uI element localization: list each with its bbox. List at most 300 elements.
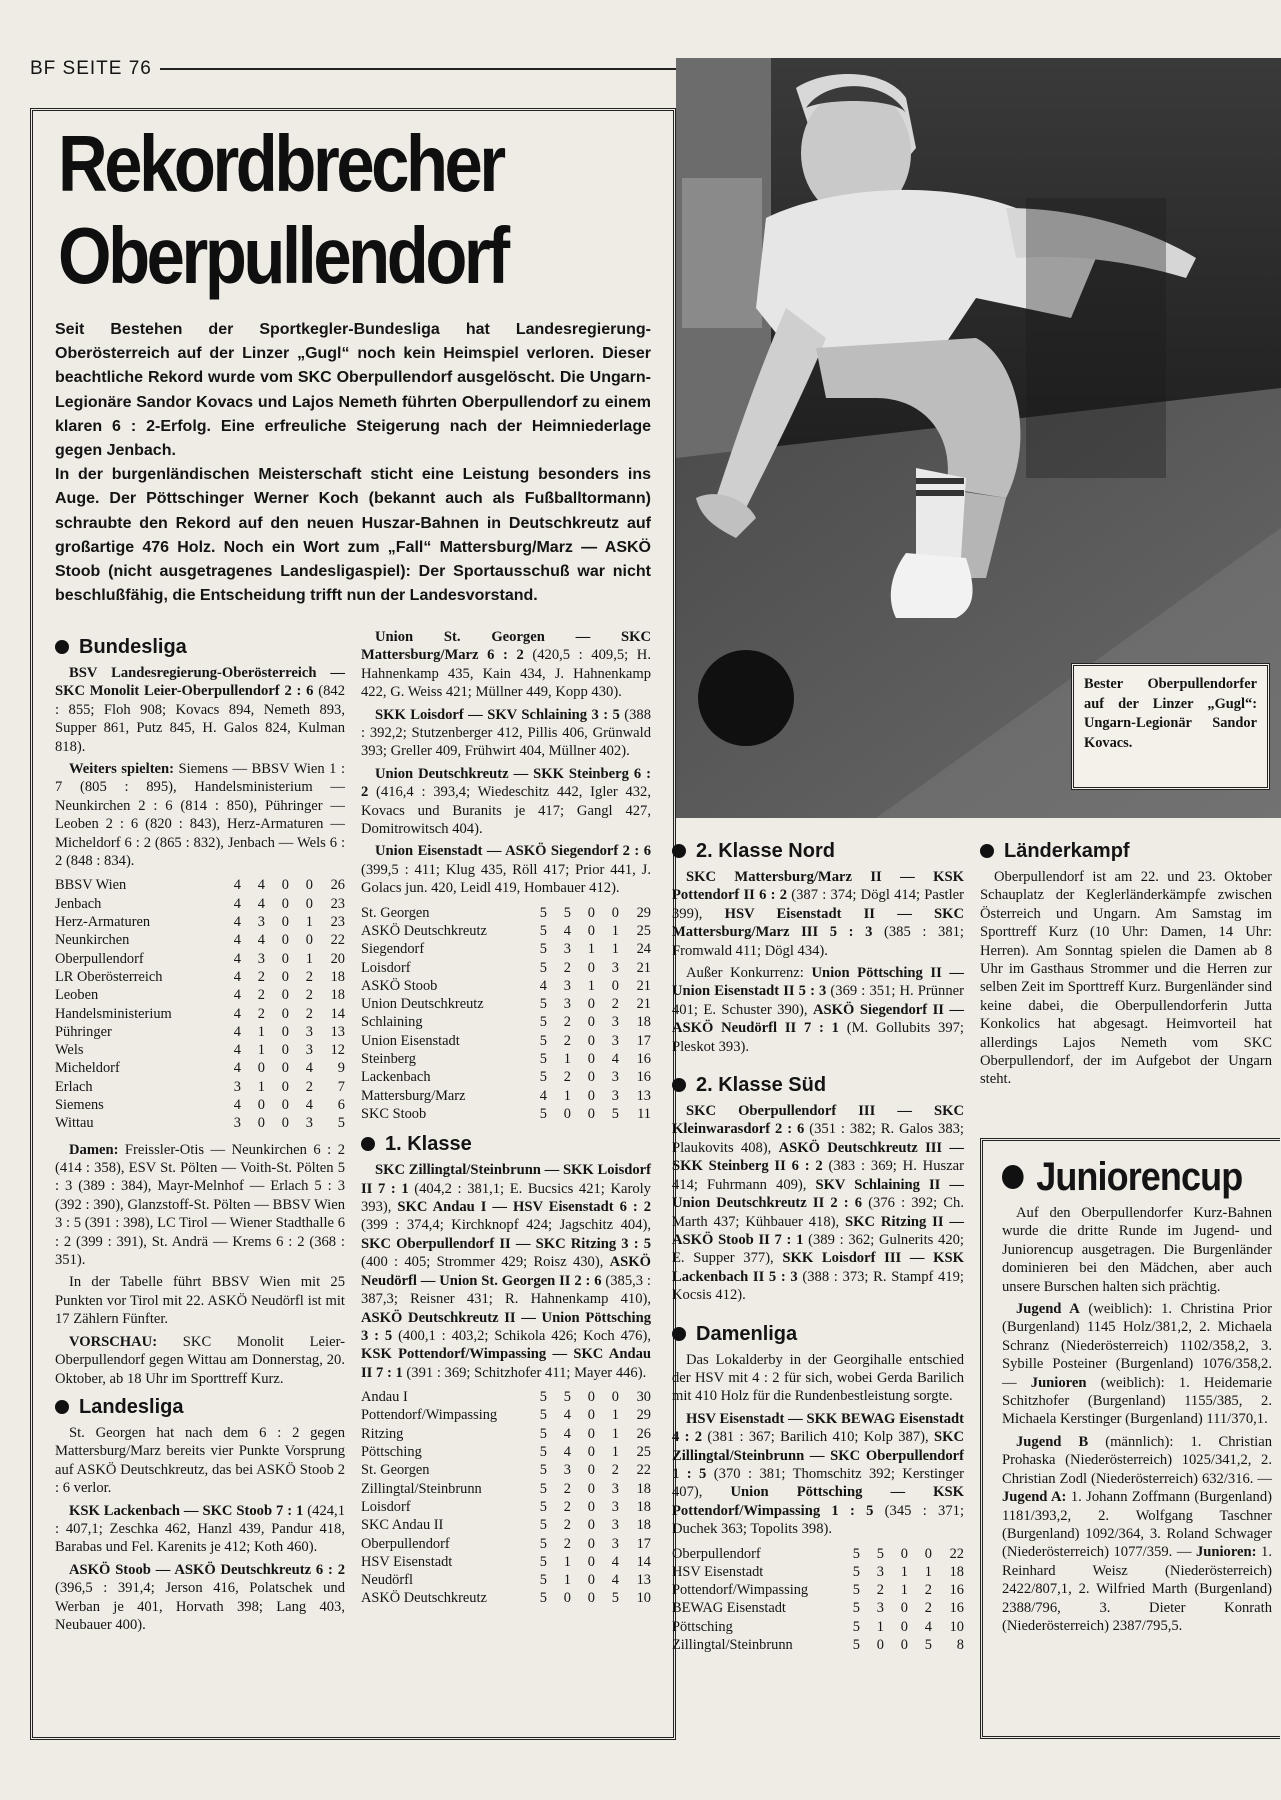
- stat: 0: [305, 895, 313, 912]
- stat: 3: [876, 1600, 884, 1617]
- points: 16: [949, 1582, 964, 1599]
- table-row: [361, 1480, 651, 1498]
- stat: 0: [281, 1005, 289, 1022]
- team-name: Zillingtal/Steinbrunn: [672, 1637, 793, 1654]
- photo-caption: Bester Oberpullendorfer auf der Linzer „Gugl“: Ungarn-Legionär Sandor Kovacs.: [1071, 663, 1270, 790]
- stat: 4: [233, 1060, 241, 1077]
- stat: 3: [257, 950, 265, 967]
- stat: 0: [563, 1590, 571, 1607]
- team-name: Lackenbach: [361, 1069, 431, 1086]
- bullet-icon: [55, 640, 69, 654]
- stat: 4: [233, 932, 241, 949]
- stat: 1: [611, 941, 619, 958]
- table-row: [361, 940, 651, 958]
- stat: 2: [257, 968, 265, 985]
- team-name: ASKÖ Deutschkreutz: [361, 922, 487, 939]
- stat: 0: [257, 1060, 265, 1077]
- stat: 0: [587, 1572, 595, 1589]
- stat: 5: [539, 1069, 547, 1086]
- bullet-icon: [361, 1137, 375, 1151]
- stat: 2: [257, 1005, 265, 1022]
- stat: 0: [587, 1032, 595, 1049]
- points: 9: [337, 1060, 345, 1077]
- paragraph: In der Tabelle führt BBSV Wien mit 25 Punkten vor Tirol mit 22. ASKÖ Neudörfl ist mit 17 Zählern Fünfter.: [55, 1274, 345, 1328]
- column-3: [672, 832, 964, 1662]
- stat: 0: [281, 968, 289, 985]
- stat: 1: [611, 1444, 619, 1461]
- team-name: Siemens: [55, 1097, 104, 1114]
- stat: 0: [281, 1115, 289, 1132]
- stat: 3: [611, 1014, 619, 1031]
- stat: 0: [611, 904, 619, 921]
- team-name: Siegendorf: [361, 941, 425, 958]
- stat: 5: [563, 904, 571, 921]
- points: 14: [330, 1005, 345, 1022]
- table-row: [361, 904, 651, 922]
- stat: 4: [611, 1051, 619, 1068]
- stat: 0: [587, 1014, 595, 1031]
- stat: 2: [563, 1517, 571, 1534]
- paragraph: Union Eisenstadt — ASKÖ Siegendorf 2 : 6 (399,5 : 411; Klug 435, Röll 417; Prior 441, J. Golacs jun. 420, Leidl 419, Hombauer 412).: [361, 843, 651, 897]
- stat: 0: [281, 1023, 289, 1040]
- headline-line-1: Rekordbrecher: [58, 119, 503, 208]
- paragraph: SKC Mattersburg/Marz II — KSK Pottendorf II 6 : 2 (387 : 374; Dögl 414; Pastler 399), HSV Eisenstadt II — SKC Mattersburg/Marz III 5 : 3 (385 : 381; Fromwald 411; Dögl 434).: [672, 869, 964, 959]
- stat: 5: [563, 1389, 571, 1406]
- stat: 0: [587, 1498, 595, 1515]
- stat: 2: [563, 1535, 571, 1552]
- table-row: [361, 1388, 651, 1406]
- paragraph: Oberpullendorf ist am 22. und 23. Oktober Schauplatz der Keglerländerkämpfe zwischen Österreich und Ungarn. Am Samstag im Sporttreff Kurz (10 Uhr: Damen, 14 Uhr: Herren). Am Sonntag spielen die Damen ab 8 Uhr im Gasthaus Strommer und die Herren zur selben Zeit im Sporttreff Kurz. Burgenländer sind keine dabei, die Oberpullendorferin Jutta Konkolics hat abgesagt. Heimvorteil hat allerdings Lajos Nemeth vom SKC Oberpullendorf, der im Aufgebot der Ungarn steht.: [980, 869, 1272, 1088]
- stat: 0: [587, 1051, 595, 1068]
- table-row: [361, 1406, 651, 1424]
- stat: 4: [233, 968, 241, 985]
- points: 18: [636, 1480, 651, 1497]
- page-header: [30, 56, 680, 82]
- points: 18: [949, 1563, 964, 1580]
- stat: 1: [563, 1087, 571, 1104]
- points: 13: [330, 1023, 345, 1040]
- points: 12: [330, 1042, 345, 1059]
- team-name: Andau I: [361, 1389, 408, 1406]
- team-name: Pottendorf/Wimpassing: [672, 1582, 809, 1599]
- points: 18: [636, 1498, 651, 1515]
- table-row: [361, 1553, 651, 1571]
- stat: 5: [539, 959, 547, 976]
- points: 18: [636, 1517, 651, 1534]
- stat: 1: [876, 1618, 884, 1635]
- stat: 0: [900, 1545, 908, 1562]
- stat: 2: [563, 1014, 571, 1031]
- stat: 2: [563, 1480, 571, 1497]
- paragraph: Jugend A (weiblich): 1. Christina Prior (Burgenland) 1145 Holz/381,2, 2. Michaela Schranz (Niederösterreich) 1102/358,2, 3. Sybille Posteiner (Burgenland) 1076/358,2. — Junioren (weiblich): 1. Heidemarie Schitzhofer (Burgenland) 1155/385, 2. Michaela Kerstinger (Burgenland) 111/370,1.: [1002, 1301, 1272, 1428]
- stat: 4: [257, 932, 265, 949]
- stat: 4: [233, 1042, 241, 1059]
- stat: 4: [563, 1407, 571, 1424]
- stat: 0: [587, 1389, 595, 1406]
- stat: 1: [611, 922, 619, 939]
- team-name: Steinberg: [361, 1051, 416, 1068]
- stat: 0: [281, 950, 289, 967]
- team-name: St. Georgen: [361, 904, 430, 921]
- stat: 0: [281, 987, 289, 1004]
- stat: 1: [924, 1563, 932, 1580]
- stat: 2: [563, 959, 571, 976]
- stat: 5: [539, 1444, 547, 1461]
- points: 10: [636, 1590, 651, 1607]
- bullet-icon: [672, 844, 686, 858]
- lead-paragraph-2: In der burgenländischen Meisterschaft sticht eine Leistung besonders ins Auge. Der Pöttschinger Werner Koch (bekannt auch als Fußballtormann) schraubte den Rekord auf den neuen Huszar-Bahnen in Deutschkreutz auf großartige 476 Holz. Noch ein Wort zum „Fall“ Mattersburg/Marz — ASKÖ Stoob (nicht ausgetragenes Landesligaspiel): Der Sportausschuß war nicht beschlußfähig, die Entscheidung trifft nun der Landesvorstand.: [55, 466, 651, 605]
- team-name: Herz-Armaturen: [55, 914, 151, 931]
- points: 17: [636, 1535, 651, 1552]
- stat: 0: [281, 1060, 289, 1077]
- stat: 0: [281, 1097, 289, 1114]
- stat: 2: [563, 1032, 571, 1049]
- paragraph: SKC Zillingtal/Steinbrunn — SKK Loisdorf II 7 : 1 (404,2 : 381,1; E. Bucsics 421; Karoly 393), SKC Andau I — HSV Eisenstadt 6 : 2 (399 : 374,4; Kirchknopf 424; Jagschitz 404), SKC Oberpullendorf II — SKC Ritzing 3 : 5 (400 : 405; Strommer 429; Roisz 430), ASKÖ Neudörfl — Union St. Georgen II 2 : 6 (385,3 : 387,3; Reisner 431; R. Hahnenkamp 410), ASKÖ Deutschkreutz II — Union Pöttsching 3 : 5 (400,1 : 403,2; Schikola 426; Koch 476), KSK Pottendorf/Wimpassing — SKC Andau II 7 : 1 (391 : 369; Schitzhofer 411; Mayer 446).: [361, 1162, 651, 1381]
- paragraph: SKK Loisdorf — SKV Schlaining 3 : 5 (388 : 392,2; Stutzenberger 412, Pillis 406, Grünwald 393; Greller 409, Frühwirt 404, Müllner 402).: [361, 706, 651, 760]
- team-name: SKC Andau II: [361, 1517, 444, 1534]
- table-row: [55, 1041, 345, 1059]
- stat: 3: [563, 1462, 571, 1479]
- stat: 5: [539, 1032, 547, 1049]
- table-row: [672, 1563, 964, 1581]
- team-name: Zillingtal/Steinbrunn: [361, 1480, 482, 1497]
- table-row: [361, 1105, 651, 1123]
- table-row: [55, 895, 345, 913]
- stat: 5: [539, 922, 547, 939]
- stat: 1: [611, 1407, 619, 1424]
- stat: 0: [563, 1105, 571, 1122]
- points: 26: [330, 877, 345, 894]
- stat: 0: [305, 932, 313, 949]
- paragraph: Weiters spielten: Siemens — BBSV Wien 1 : 7 (805 : 895), Handelsministerium — Neunkirchen 2 : 6 (814 : 850), Pühringer — Leoben 2 : 6 (820 : 843), Herz-Armaturen — Micheldorf 6 : 2 (865 : 832), Jenbach — Wels 6 : 2 (848 : 834).: [55, 761, 345, 870]
- points: 21: [636, 996, 651, 1013]
- stat: 2: [924, 1600, 932, 1617]
- stat: 1: [587, 977, 595, 994]
- standings-table-landesliga: [361, 904, 651, 1124]
- points: 25: [636, 922, 651, 939]
- stat: 3: [305, 1115, 313, 1132]
- points: 26: [636, 1425, 651, 1442]
- points: 6: [337, 1097, 345, 1114]
- stat: 5: [539, 1535, 547, 1552]
- stat: 3: [305, 1042, 313, 1059]
- stat: 5: [852, 1545, 860, 1562]
- stat: 1: [900, 1582, 908, 1599]
- stat: 0: [587, 1553, 595, 1570]
- table-row: [55, 986, 345, 1004]
- stat: 5: [539, 996, 547, 1013]
- team-name: LR Oberösterreich: [55, 968, 163, 985]
- stat: 3: [611, 1517, 619, 1534]
- table-row: [361, 922, 651, 940]
- stat: 2: [305, 1005, 313, 1022]
- team-name: ASKÖ Stoob: [361, 977, 438, 994]
- team-name: Pöttsching: [361, 1444, 422, 1461]
- table-row: [55, 931, 345, 949]
- stat: 0: [281, 914, 289, 931]
- points: 25: [636, 1444, 651, 1461]
- column-2: [361, 628, 651, 1616]
- table-row: [55, 968, 345, 986]
- table-row: [361, 1461, 651, 1479]
- page-label: BF SEITE 76: [30, 58, 152, 79]
- stat: 5: [539, 1051, 547, 1068]
- table-row: [672, 1545, 964, 1563]
- section-heading-laenderkampf: Länderkampf: [980, 838, 1272, 864]
- section-heading-1-klasse: 1. Klasse: [361, 1131, 651, 1157]
- table-row: [672, 1618, 964, 1636]
- points: 20: [330, 950, 345, 967]
- section-heading-bundesliga: Bundesliga: [55, 634, 345, 660]
- stat: 5: [611, 1590, 619, 1607]
- bullet-icon: [672, 1078, 686, 1092]
- stat: 0: [587, 1480, 595, 1497]
- table-row: [361, 1498, 651, 1516]
- juniorencup-title: Juniorencup: [1002, 1154, 1245, 1200]
- team-name: Pühringer: [55, 1023, 112, 1040]
- lead-paragraph-1: Seit Bestehen der Sportkegler-Bundesliga hat Landesregierung-Oberösterreich auf der Linzer „Gugl“ noch kein Heimspiel verloren. Dieser beachtliche Rekord wurde vom SKC Oberpullendorf ausgelöscht. Die Ungarn-Legionäre Sandor Kovacs und Lajos Nemeth führten Oberpullendorf zu einem klaren 6 : 2-Erfolg. Eine erfreuliche Steigerung nach der Heimniederlage gegen Jenbach.: [55, 321, 651, 460]
- stat: 2: [305, 968, 313, 985]
- stat: 5: [539, 904, 547, 921]
- team-name: Erlach: [55, 1078, 93, 1095]
- stat: 4: [539, 1087, 547, 1104]
- table-row: [672, 1581, 964, 1599]
- stat: 2: [257, 987, 265, 1004]
- stat: 0: [587, 1462, 595, 1479]
- stat: 4: [924, 1618, 932, 1635]
- stat: 5: [611, 1105, 619, 1122]
- team-name: Union Deutschkreutz: [361, 996, 484, 1013]
- stat: 4: [305, 1060, 313, 1077]
- team-name: Oberpullendorf: [361, 1535, 450, 1552]
- paragraph: VORSCHAU: SKC Monolit Leier-Oberpullendorf gegen Wittau am Donnerstag, 20. Oktober, ab 18 Uhr im Sporttreff Kurz.: [55, 1333, 345, 1387]
- team-name: Pottendorf/Wimpassing: [361, 1407, 498, 1424]
- stat: 5: [539, 941, 547, 958]
- stat: 0: [876, 1637, 884, 1654]
- stat: 3: [305, 1023, 313, 1040]
- table-row: [361, 1425, 651, 1443]
- standings-table-damenliga: [672, 1545, 964, 1655]
- points: 22: [949, 1545, 964, 1562]
- stat: 4: [233, 1097, 241, 1114]
- stat: 3: [563, 977, 571, 994]
- stat: 5: [539, 1480, 547, 1497]
- stat: 1: [257, 1078, 265, 1095]
- section-heading-2-klasse-nord: 2. Klasse Nord: [672, 838, 964, 864]
- stat: 2: [611, 996, 619, 1013]
- paragraph: St. Georgen hat nach dem 6 : 2 gegen Mattersburg/Marz bereits vier Punkte Vorsprung auf ASKÖ Deutschkreutz, das bei ASKÖ Stoob 2 : 6 verlor.: [55, 1424, 345, 1497]
- stat: 3: [611, 1087, 619, 1104]
- points: 18: [330, 987, 345, 1004]
- table-row: [55, 1059, 345, 1077]
- stat: 0: [587, 1444, 595, 1461]
- stat: 1: [611, 1425, 619, 1442]
- team-name: Jenbach: [55, 895, 102, 912]
- stat: 3: [611, 1032, 619, 1049]
- team-name: Wels: [55, 1042, 84, 1059]
- stat: 0: [281, 895, 289, 912]
- stat: 2: [876, 1582, 884, 1599]
- table-row: [361, 1050, 651, 1068]
- points: 29: [636, 1407, 651, 1424]
- bullet-icon: [672, 1327, 686, 1341]
- team-name: BBSV Wien: [55, 877, 127, 894]
- team-name: Loisdorf: [361, 959, 411, 976]
- paragraph: Union Deutschkreutz — SKK Steinberg 6 : 2 (416,4 : 393,4; Wiedeschitz 442, Igler 432, Kovacs und Buranits je 417; Gangl 427, Domitrowitsch 404).: [361, 765, 651, 838]
- stat: 0: [611, 977, 619, 994]
- table-row: [55, 1078, 345, 1096]
- stat: 5: [539, 1572, 547, 1589]
- paragraph: Das Lokalderby in der Georgihalle entschied der HSV mit 4 : 2 für sich, wobei Gerda Barilich mit 410 Holz für die Rundenbestleistung sorgte.: [672, 1351, 964, 1405]
- points: 23: [330, 895, 345, 912]
- team-name: Neudörfl: [361, 1572, 413, 1589]
- headline: [58, 118, 574, 302]
- points: 18: [330, 968, 345, 985]
- column-1: [55, 628, 345, 1638]
- points: 22: [330, 932, 345, 949]
- stat: 3: [611, 1535, 619, 1552]
- column-4: [980, 832, 1272, 1093]
- team-name: Mattersburg/Marz: [361, 1087, 466, 1104]
- stat: 4: [257, 895, 265, 912]
- points: 5: [337, 1115, 345, 1132]
- stat: 3: [611, 1480, 619, 1497]
- paragraph: KSK Lackenbach — SKC Stoob 7 : 1 (424,1 : 407,1; Zeschka 462, Hanzl 439, Pandur 418, Barabas und Fel. Karenits je 412; Koth 460).: [55, 1502, 345, 1556]
- table-row: [55, 1023, 345, 1041]
- team-name: Neunkirchen: [55, 932, 130, 949]
- stat: 0: [587, 1105, 595, 1122]
- stat: 5: [539, 1407, 547, 1424]
- points: 22: [636, 1462, 651, 1479]
- stat: 4: [233, 877, 241, 894]
- stat: 0: [257, 1115, 265, 1132]
- stat: 3: [563, 941, 571, 958]
- team-name: SKC Stoob: [361, 1105, 427, 1122]
- stat: 0: [281, 1042, 289, 1059]
- stat: 0: [611, 1389, 619, 1406]
- stat: 5: [852, 1582, 860, 1599]
- stat: 0: [587, 1087, 595, 1104]
- team-name: Ritzing: [361, 1425, 404, 1442]
- points: 24: [636, 941, 651, 958]
- stat: 5: [539, 1517, 547, 1534]
- stat: 5: [539, 1425, 547, 1442]
- section-heading-2-klasse-sued: 2. Klasse Süd: [672, 1072, 964, 1098]
- section-heading-damenliga: Damenliga: [672, 1321, 964, 1347]
- table-row: [361, 1032, 651, 1050]
- stat: 4: [563, 1444, 571, 1461]
- team-name: Oberpullendorf: [55, 950, 144, 967]
- stat: 1: [587, 941, 595, 958]
- points: 11: [637, 1105, 651, 1122]
- paragraph: BSV Landesregierung-Oberösterreich — SKC Monolit Leier-Oberpullendorf 2 : 6 (842 : 855; Floh 908; Kovacs 894, Nemeth 893, Supper 861, Putz 845, H. Galos 824, Kulman 818).: [55, 665, 345, 755]
- stat: 3: [876, 1563, 884, 1580]
- stat: 0: [587, 959, 595, 976]
- stat: 1: [305, 914, 313, 931]
- stat: 4: [233, 1023, 241, 1040]
- standings-table-bundesliga: [55, 876, 345, 1132]
- stat: 0: [587, 996, 595, 1013]
- stat: 5: [539, 1462, 547, 1479]
- table-row: [361, 1013, 651, 1031]
- stat: 0: [587, 904, 595, 921]
- stat: 1: [563, 1553, 571, 1570]
- stat: 3: [611, 1498, 619, 1515]
- team-name: Wittau: [55, 1115, 94, 1132]
- bullet-icon: [55, 1400, 69, 1414]
- stat: 0: [587, 1535, 595, 1552]
- paragraph: HSV Eisenstadt — SKK BEWAG Eisenstadt 4 : 2 (381 : 367; Barilich 410; Kolp 387), SKC Zillingtal/Steinbrunn — SKC Oberpullendorf 1 : 5 (370 : 381; Thomschitz 392; Kerstinger 407), Union Pöttsching — KSK Pottendorf/Wimpassing 1 : 5 (345 : 371; Duchek 363; Topolits 398).: [672, 1410, 964, 1538]
- stat: 0: [900, 1618, 908, 1635]
- team-name: HSV Eisenstadt: [361, 1553, 453, 1570]
- points: 14: [636, 1553, 651, 1570]
- stat: 4: [611, 1572, 619, 1589]
- stat: 5: [852, 1563, 860, 1580]
- stat: 4: [305, 1097, 313, 1114]
- table-row: [672, 1636, 964, 1654]
- stat: 0: [587, 922, 595, 939]
- stat: 5: [539, 1498, 547, 1515]
- team-name: Oberpullendorf: [672, 1545, 761, 1562]
- headline-line-2: Oberpullendorf: [58, 211, 507, 300]
- table-row: [55, 913, 345, 931]
- stat: 1: [257, 1023, 265, 1040]
- table-row: [361, 1068, 651, 1086]
- stat: 5: [539, 1105, 547, 1122]
- points: 23: [330, 914, 345, 931]
- stat: 1: [305, 950, 313, 967]
- stat: 4: [563, 1425, 571, 1442]
- points: 18: [636, 1014, 651, 1031]
- table-row: [361, 1535, 651, 1553]
- stat: 4: [233, 914, 241, 931]
- paragraph: Union St. Georgen — SKC Mattersburg/Marz 6 : 2 (420,5 : 409,5; H. Hahnenkamp 435, Kain 434, J. Hahnenkamp 422, G. Weiss 421; Müllner 449, Kopp 430).: [361, 629, 651, 701]
- paragraph: Außer Konkurrenz: Union Pöttsching II — Union Eisenstadt II 5 : 3 (369 : 351; H. Prünner 401; E. Schuster 390), ASKÖ Siegendorf II — ASKÖ Neudörfl II 7 : 1 (M. Gollubits 397; Pleskot 393).: [672, 965, 964, 1055]
- stat: 2: [924, 1582, 932, 1599]
- team-name: Handelsministerium: [55, 1005, 172, 1022]
- stat: 5: [924, 1637, 932, 1654]
- stat: 0: [587, 1517, 595, 1534]
- points: 16: [949, 1600, 964, 1617]
- stat: 3: [257, 914, 265, 931]
- stat: 1: [257, 1042, 265, 1059]
- stat: 2: [563, 1498, 571, 1515]
- stat: 2: [305, 1078, 313, 1095]
- points: 17: [636, 1032, 651, 1049]
- table-row: [55, 950, 345, 968]
- points: 13: [636, 1572, 651, 1589]
- stat: 5: [539, 1590, 547, 1607]
- stat: 5: [539, 1389, 547, 1406]
- points: 21: [636, 977, 651, 994]
- table-row: [361, 995, 651, 1013]
- team-name: Micheldorf: [55, 1060, 120, 1077]
- stat: 0: [257, 1097, 265, 1114]
- table-row: [361, 1571, 651, 1589]
- stat: 4: [611, 1553, 619, 1570]
- table-row: [55, 876, 345, 894]
- stat: 5: [852, 1637, 860, 1654]
- team-name: BEWAG Eisenstadt: [672, 1600, 786, 1617]
- stat: 3: [233, 1115, 241, 1132]
- stat: 1: [900, 1563, 908, 1580]
- stat: 0: [587, 1425, 595, 1442]
- team-name: St. Georgen: [361, 1462, 430, 1479]
- team-name: HSV Eisenstadt: [672, 1563, 764, 1580]
- table-row: [361, 1516, 651, 1534]
- points: 10: [949, 1618, 964, 1635]
- table-row: [361, 959, 651, 977]
